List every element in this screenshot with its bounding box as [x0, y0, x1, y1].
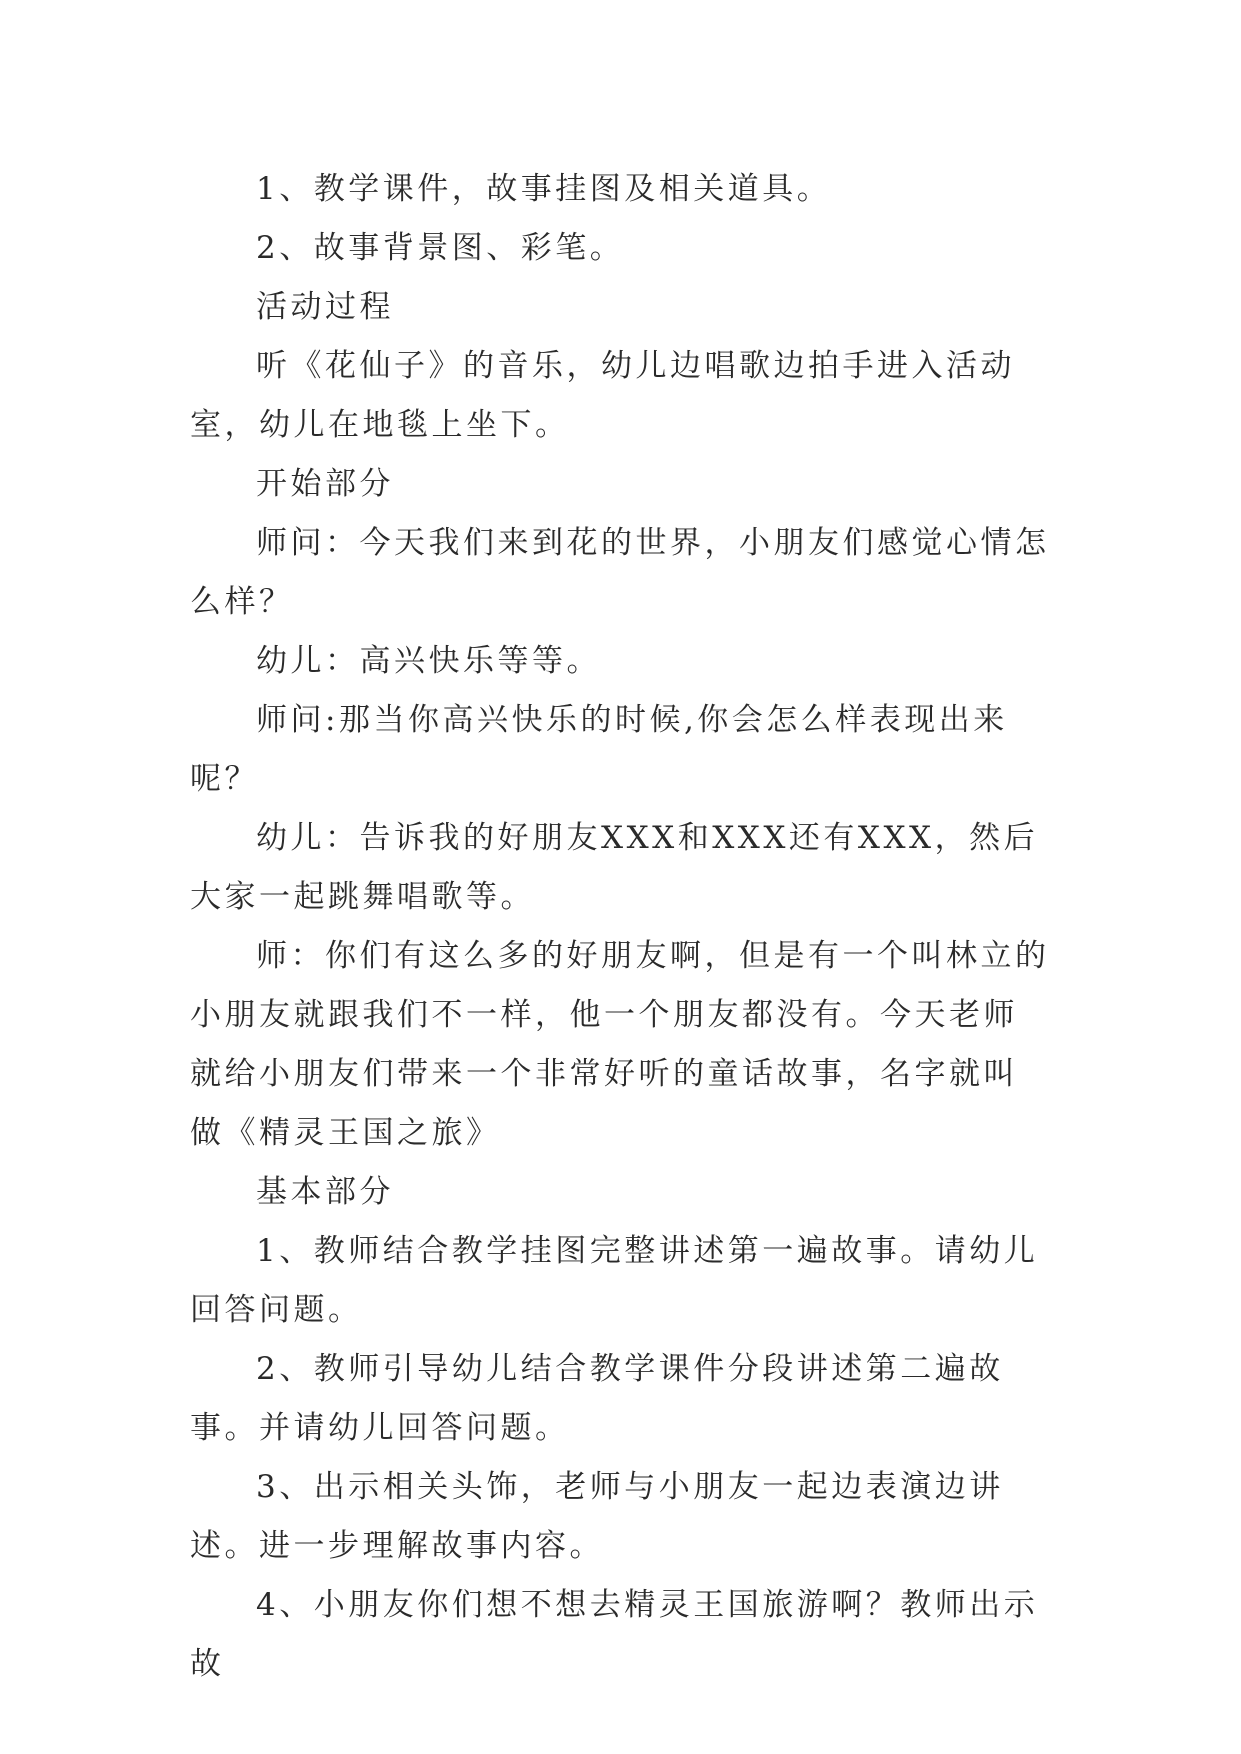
- paragraph: 4、小朋友你们想不想去精灵王国旅游啊？教师出示故: [190, 1587, 1039, 1682]
- paragraph: 听《花仙子》的音乐，幼儿边唱歌边拍手进入活动室，幼儿在地毯上坐下。: [190, 348, 1015, 443]
- paragraph: 幼儿：告诉我的好朋友XXX和XXX还有XXX，然后大家一起跳舞唱歌等。: [190, 820, 1039, 915]
- paragraph: 1、教师结合教学挂图完整讲述第一遍故事。请幼儿回答问题。: [190, 1233, 1039, 1328]
- paragraph: 2、故事背景图、彩笔。: [256, 230, 625, 266]
- paragraph: 师：你们有这么多的好朋友啊，但是有一个叫林立的小朋友就跟我们不一样，他一个朋友都没有。今天老师就给小朋友们带来一个非常好听的童话故事，名字就叫做《精灵王国之旅》: [190, 938, 1050, 1151]
- paragraph: 师问：今天我们来到花的世界，小朋友们感觉心情怎么样？: [190, 525, 1050, 620]
- paragraph: 3、出示相关头饰，老师与小朋友一起边表演边讲述。进一步理解故事内容。: [190, 1469, 1004, 1564]
- paragraph: 2、教师引导幼儿结合教学课件分段讲述第二遍故事。并请幼儿回答问题。: [190, 1351, 1004, 1446]
- section-heading: 基本部分: [256, 1174, 394, 1210]
- document-body: [190, 160, 1050, 1694]
- paragraph: 1、教学课件，故事挂图及相关道具。: [256, 171, 832, 207]
- section-heading: 开始部分: [256, 466, 394, 502]
- paragraph: 师问:那当你高兴快乐的时候,你会怎么样表现出来呢？: [190, 702, 1008, 797]
- paragraph: 幼儿：高兴快乐等等。: [256, 643, 601, 679]
- section-heading: 活动过程: [256, 289, 394, 325]
